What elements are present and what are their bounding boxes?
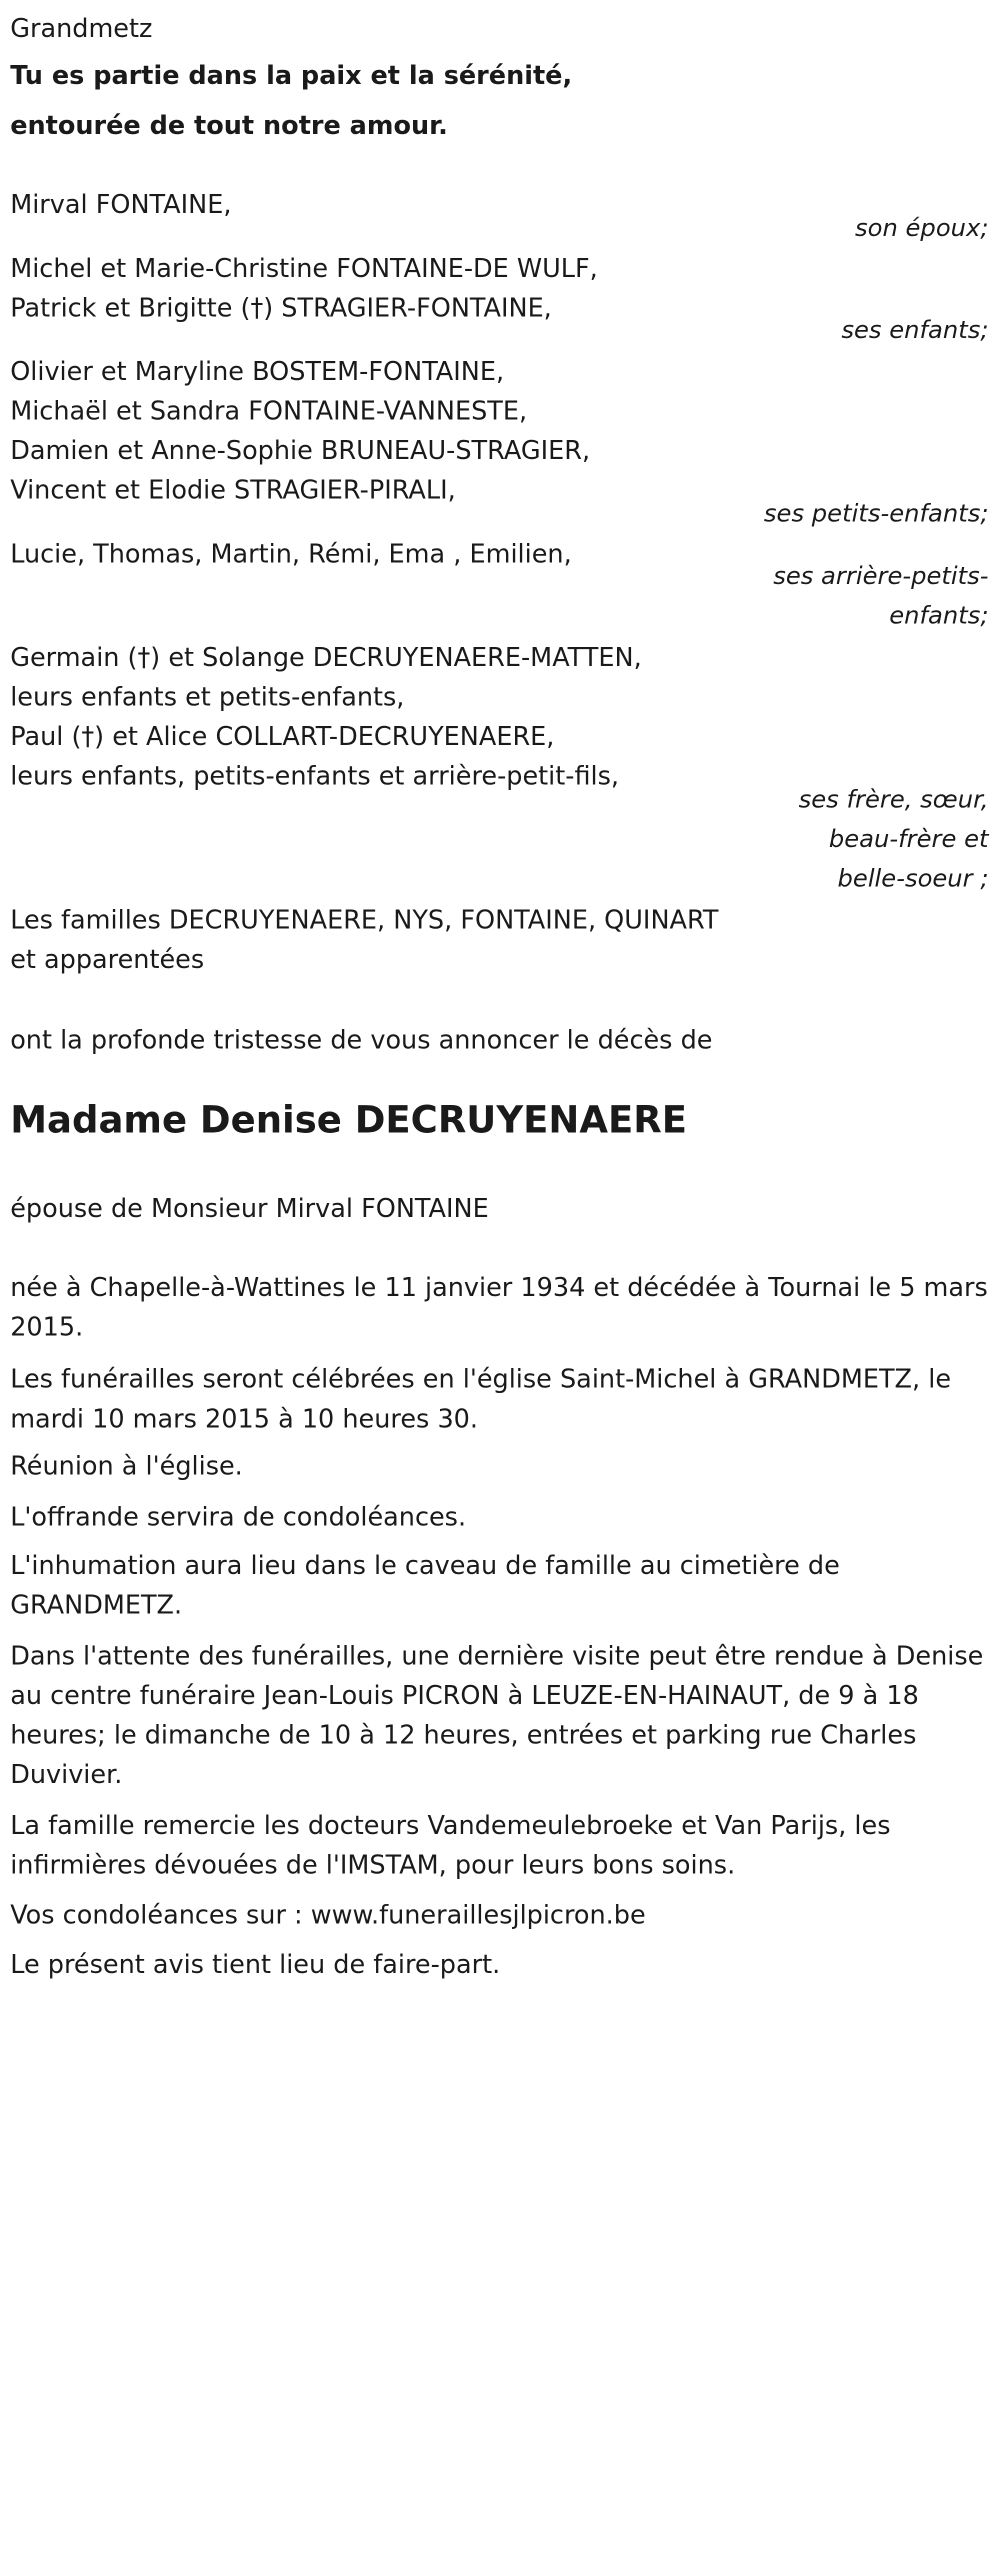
verse-line-2: entourée de tout notre amour. (10, 109, 448, 141)
verse-line-1: Tu es partie dans la paix et la sérénité, (10, 59, 573, 91)
deceased-name: Madame Denise DECRUYENAERE (10, 1098, 687, 1142)
meeting-info: Réunion à l'église. (10, 1450, 243, 1481)
funeral-info: Les funérailles seront célébrées en l'église Saint-Michel à GRANDMETZ, le mardi 10 mars 2015 à 10 heures 30. (10, 1363, 952, 1434)
grandchildren-role: ses petits-enfants; (763, 499, 989, 529)
spouse-name: Mirval FONTAINE, (10, 188, 232, 220)
great-grandchildren: Lucie, Thomas, Martin, Rémi, Ema , Emilien, (10, 538, 572, 569)
offering-info: L'offrande servira de condoléances. (10, 1501, 467, 1532)
grandchild-4: Vincent et Elodie STRAGIER-PIRALI, (10, 474, 456, 506)
grandchild-1: Olivier et Maryline BOSTEM-FONTAINE, (10, 355, 505, 387)
great-grandchildren-role-2: enfants; (889, 602, 989, 631)
child-1: Michel et Marie-Christine FONTAINE-DE WULF, (10, 252, 598, 284)
burial-info: L'inhumation aura lieu dans le caveau de famille au cimetière de GRANDMETZ. (10, 1549, 840, 1620)
grandchild-3: Damien et Anne-Sophie BRUNEAU-STRAGIER, (10, 434, 591, 466)
families-line-2: et apparentées (10, 943, 205, 975)
families-line-1: Les familles DECRUYENAERE, NYS, FONTAINE, QUINART (10, 904, 719, 935)
grandchild-2: Michaël et Sandra FONTAINE-VANNESTE, (10, 395, 528, 427)
visit-info: Dans l'attente des funérailles, une dernière visite peut être rendue à Denise au centre funéraire Jean-Louis PICRON à LEUZE-EN-HAINAUT, de 9 à 18 heures; le dimanche de 10 à 12 heures, entrées et parking rue Charles Duvivier. (10, 1640, 984, 1790)
sibling-2: leurs enfants et petits-enfants, (10, 681, 405, 712)
sibling-4: leurs enfants, petits-enfants et arrière-petit-fils, (10, 760, 620, 791)
great-grandchildren-role-1: ses arrière-petits- (773, 562, 989, 591)
siblings-role-3: belle-soeur ; (837, 864, 989, 893)
sibling-3: Paul (†) et Alice COLLART-DECRUYENAERE, (10, 720, 555, 752)
condolences-info: Vos condoléances sur : www.funeraillesjlpicron.be (10, 1899, 646, 1930)
birth-death-info: née à Chapelle-à-Wattines le 11 janvier 1934 et décédée à Tournai le 5 mars 2015. (10, 1271, 988, 1342)
children-role: ses enfants; (841, 316, 989, 345)
spouse-role: son époux; (855, 214, 989, 243)
siblings-role-2: beau-frère et (828, 825, 989, 854)
child-2: Patrick et Brigitte (†) STRAGIER-FONTAINE, (10, 292, 552, 323)
announcement-intro: ont la profonde tristesse de vous annoncer le décès de (10, 1024, 713, 1055)
siblings-role-1: ses frère, sœur, (798, 785, 989, 814)
spouse-of: épouse de Monsieur Mirval FONTAINE (10, 1192, 489, 1224)
sibling-1: Germain (†) et Solange DECRUYENAERE-MATTEN, (10, 641, 642, 673)
location-text: Grandmetz (10, 12, 153, 44)
notice-info: Le présent avis tient lieu de faire-part. (10, 1948, 501, 1980)
thanks-info: La famille remercie les docteurs Vandemeulebroeke et Van Parijs, les infirmières dévouées de l'IMSTAM, pour leurs bons soins. (10, 1809, 891, 1881)
